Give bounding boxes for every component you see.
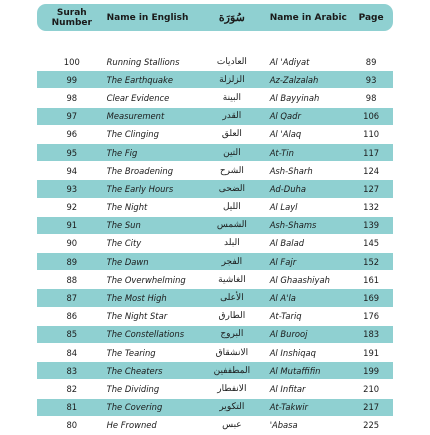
table-row bbox=[37, 417, 393, 435]
arabic-name-cell: Ash-Shams bbox=[269, 220, 317, 231]
arabic-name-cell: Al Balad bbox=[269, 238, 305, 249]
header-surah-number-line1: Surah bbox=[56, 7, 87, 18]
surah-number-cell: 84 bbox=[66, 347, 78, 358]
arabic-name-cell: Al Inshiqaq bbox=[269, 347, 316, 358]
header-surah-number-line2: Number bbox=[51, 17, 92, 28]
surah-number-cell: 100 bbox=[63, 56, 80, 67]
arabic-calligraphy-cell: التين bbox=[223, 147, 241, 158]
header-spacer bbox=[37, 31, 393, 53]
arabic-name-cell: Ad-Duha bbox=[269, 183, 306, 194]
table-row bbox=[37, 199, 393, 217]
page-number-cell: 98 bbox=[365, 92, 377, 103]
surah-number-cell: 92 bbox=[66, 202, 78, 213]
table-row bbox=[37, 326, 393, 344]
table-row bbox=[37, 53, 393, 71]
english-name-cell: The Earthquake bbox=[106, 74, 174, 85]
arabic-name-cell: At-Tin bbox=[269, 147, 294, 158]
english-name-cell: The Clinging bbox=[106, 129, 159, 140]
page-number-cell: 225 bbox=[363, 420, 380, 431]
arabic-name-cell: Al Infitar bbox=[269, 383, 306, 394]
page-number-cell: 217 bbox=[363, 402, 380, 413]
english-name-cell: The Constellations bbox=[106, 329, 185, 340]
english-name-cell: The Broadening bbox=[106, 165, 174, 176]
arabic-name-cell: Al Fajr bbox=[269, 256, 297, 267]
header-surah-number bbox=[37, 8, 107, 28]
english-name-cell: The Fig bbox=[106, 147, 138, 158]
page-number-cell: 199 bbox=[363, 365, 380, 376]
page-number-cell: 183 bbox=[363, 329, 380, 340]
page-number-cell: 89 bbox=[365, 56, 377, 67]
arabic-calligraphy-cell: الليل bbox=[222, 202, 241, 213]
table-row bbox=[37, 235, 393, 253]
english-name-cell: The City bbox=[106, 238, 142, 249]
table-row bbox=[37, 271, 393, 289]
table-row bbox=[37, 380, 393, 398]
surah-number-cell: 90 bbox=[66, 238, 78, 249]
table-body bbox=[37, 53, 393, 435]
surah-number-cell: 89 bbox=[66, 256, 78, 267]
table-row bbox=[37, 126, 393, 144]
arabic-calligraphy-cell: البروج bbox=[220, 329, 244, 340]
table-row bbox=[37, 89, 393, 107]
english-name-cell: The Sun bbox=[106, 220, 141, 231]
surah-number-cell: 87 bbox=[66, 293, 78, 304]
arabic-name-cell: Al 'Adiyat bbox=[269, 56, 310, 67]
english-name-cell: The Most High bbox=[106, 293, 167, 304]
arabic-name-cell: Ash-Sharh bbox=[269, 165, 313, 176]
english-name-cell: The Night bbox=[106, 202, 148, 213]
arabic-calligraphy-cell: الانفطار bbox=[217, 383, 247, 394]
surah-number-cell: 82 bbox=[66, 383, 78, 394]
arabic-name-cell: Al Ghaashiyah bbox=[269, 274, 330, 285]
page-number-cell: 161 bbox=[363, 274, 380, 285]
arabic-calligraphy-cell: القدر bbox=[222, 111, 242, 122]
arabic-calligraphy-cell: التكوير bbox=[219, 402, 245, 413]
english-name-cell: Measurement bbox=[106, 111, 165, 122]
surah-number-cell: 86 bbox=[66, 311, 78, 322]
surah-number-cell: 91 bbox=[66, 220, 78, 231]
english-name-cell: The Dividing bbox=[106, 383, 160, 394]
english-name-cell: The Dawn bbox=[106, 256, 149, 267]
page-number-cell: 210 bbox=[363, 383, 380, 394]
arabic-calligraphy-cell: عبس bbox=[222, 420, 242, 431]
table-row bbox=[37, 144, 393, 162]
arabic-calligraphy-cell: الضحى bbox=[218, 183, 246, 194]
surah-number-cell: 99 bbox=[66, 74, 78, 85]
arabic-calligraphy-cell: البينة bbox=[222, 92, 241, 103]
page-number-cell: 124 bbox=[363, 165, 380, 176]
surah-number-cell: 95 bbox=[66, 147, 78, 158]
arabic-calligraphy-cell: الغاشية bbox=[218, 274, 246, 285]
header-page: Page bbox=[358, 12, 384, 23]
english-name-cell: He Frowned bbox=[106, 420, 157, 431]
arabic-calligraphy-cell: المطففين bbox=[213, 365, 251, 376]
surah-number-cell: 93 bbox=[66, 183, 78, 194]
page-number-cell: 127 bbox=[363, 183, 380, 194]
english-name-cell: The Covering bbox=[106, 402, 163, 413]
surah-number-cell: 94 bbox=[66, 165, 78, 176]
english-name-cell: Clear Evidence bbox=[106, 92, 170, 103]
arabic-calligraphy-cell: العاديات bbox=[216, 56, 247, 67]
arabic-calligraphy-cell: الزلزلة bbox=[219, 74, 245, 85]
table-row bbox=[37, 217, 393, 235]
arabic-name-cell: Al A'la bbox=[269, 293, 296, 304]
surah-number-cell: 98 bbox=[66, 92, 78, 103]
table-row bbox=[37, 289, 393, 307]
page-number-cell: 110 bbox=[363, 129, 380, 140]
page-number-cell: 152 bbox=[363, 256, 380, 267]
table-row bbox=[37, 71, 393, 89]
arabic-calligraphy-cell: البلد bbox=[224, 238, 240, 249]
page-number-cell: 176 bbox=[363, 311, 380, 322]
arabic-name-cell: Al Layl bbox=[269, 202, 298, 213]
page-number-cell: 106 bbox=[363, 111, 380, 122]
page-number-cell: 117 bbox=[363, 147, 380, 158]
arabic-name-cell: Al Qadr bbox=[269, 111, 301, 122]
arabic-calligraphy-cell: العلق bbox=[221, 129, 242, 140]
arabic-name-cell: Al Mutaffifin bbox=[269, 365, 321, 376]
table-row bbox=[37, 108, 393, 126]
surah-table bbox=[37, 4, 393, 435]
header-name-arabic: Name in Arabic bbox=[269, 12, 347, 23]
arabic-name-cell: Az-Zalzalah bbox=[269, 74, 319, 85]
arabic-calligraphy-cell: الفجر bbox=[221, 256, 243, 267]
arabic-name-cell: Al Burooj bbox=[269, 329, 308, 340]
surah-number-cell: 81 bbox=[66, 402, 78, 413]
arabic-name-cell: At-Takwir bbox=[269, 402, 308, 413]
english-name-cell: The Cheaters bbox=[106, 365, 163, 376]
table-row bbox=[37, 344, 393, 362]
surah-number-cell: 80 bbox=[66, 420, 78, 431]
english-name-cell: The Night Star bbox=[106, 311, 168, 322]
arabic-calligraphy-cell: الشمس bbox=[216, 220, 247, 231]
surah-number-cell: 85 bbox=[66, 329, 78, 340]
table-row bbox=[37, 180, 393, 198]
page-number-cell: 93 bbox=[365, 74, 377, 85]
arabic-name-cell: Al Bayyinah bbox=[269, 92, 320, 103]
surah-number-cell: 88 bbox=[66, 274, 78, 285]
surah-number-cell: 96 bbox=[66, 129, 78, 140]
table-row bbox=[37, 253, 393, 271]
english-name-cell: The Tearing bbox=[106, 347, 156, 358]
header-name-english: Name in English bbox=[106, 12, 189, 23]
table-row bbox=[37, 308, 393, 326]
arabic-calligraphy-cell: الطارق bbox=[218, 311, 246, 322]
table-row bbox=[37, 362, 393, 380]
english-name-cell: Running Stallions bbox=[106, 56, 180, 67]
page-number-cell: 191 bbox=[363, 347, 380, 358]
arabic-calligraphy-cell: الانشقاق bbox=[215, 347, 249, 358]
english-name-cell: The Early Hours bbox=[106, 183, 174, 194]
header-arabic-calligraphy: سُوَرَة bbox=[218, 11, 245, 24]
arabic-calligraphy-cell: الأعلى bbox=[220, 293, 244, 304]
surah-number-cell: 97 bbox=[66, 111, 78, 122]
page-number-cell: 145 bbox=[363, 238, 380, 249]
table-row bbox=[37, 399, 393, 417]
arabic-calligraphy-cell: الشرح bbox=[219, 165, 244, 176]
table-row bbox=[37, 162, 393, 180]
page-number-cell: 169 bbox=[363, 293, 380, 304]
page-number-cell: 139 bbox=[363, 220, 380, 231]
arabic-name-cell: At-Tariq bbox=[269, 311, 302, 322]
arabic-name-cell: Al 'Alaq bbox=[269, 129, 302, 140]
page-number-cell: 132 bbox=[363, 202, 380, 213]
english-name-cell: The Overwhelming bbox=[106, 274, 186, 285]
surah-number-cell: 83 bbox=[66, 365, 78, 376]
arabic-name-cell: 'Abasa bbox=[269, 420, 298, 431]
table-header bbox=[37, 4, 393, 31]
